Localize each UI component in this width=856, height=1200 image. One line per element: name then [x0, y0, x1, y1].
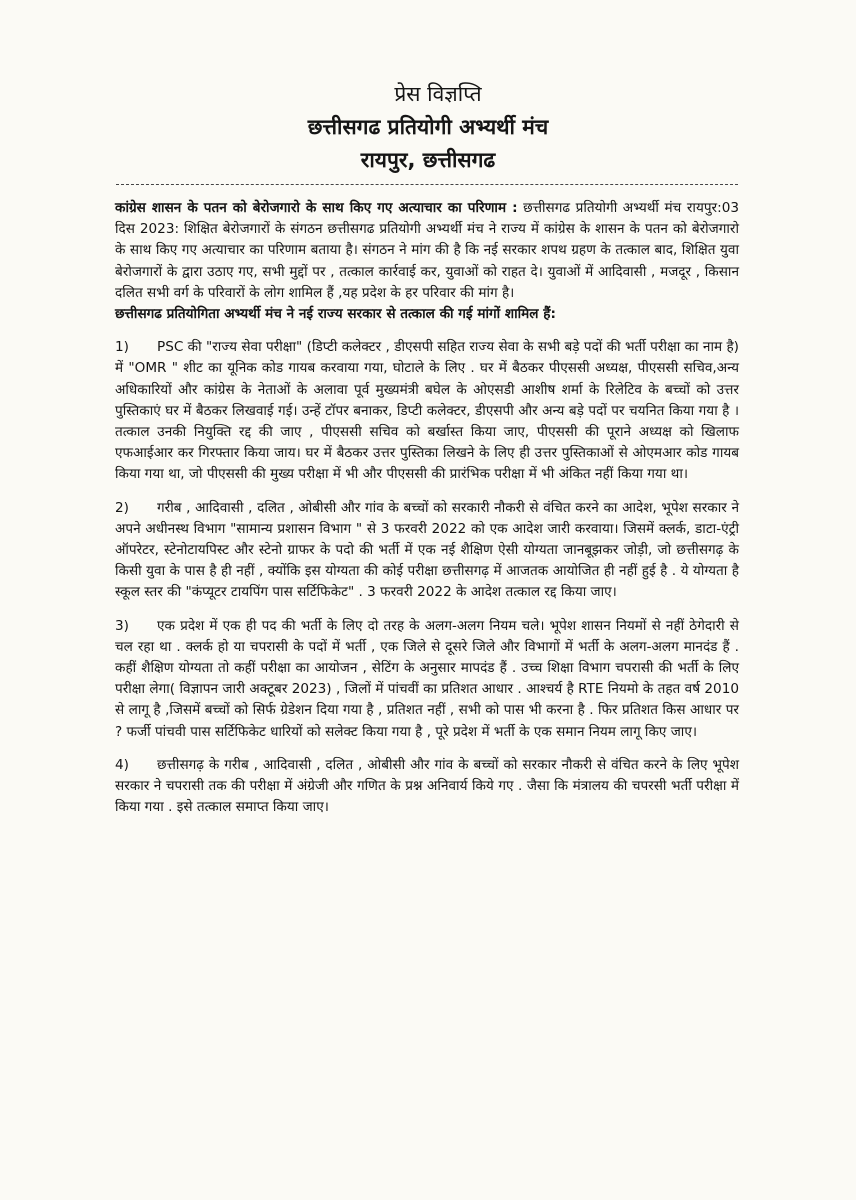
- demand-item-1: [115, 337, 739, 485]
- intro-paragraph: [115, 198, 739, 304]
- intro-heading: कांग्रेस शासन के पतन को बेरोजगारो के साथ किए गए अत्याचार का परिणाम :: [115, 200, 518, 216]
- header-divider: [116, 184, 738, 185]
- release-body: [115, 198, 739, 818]
- demand-number: 1): [115, 339, 129, 356]
- demand-text: PSC की "राज्य सेवा परीक्षा" (डिप्टी कलेक्टर , डीएसपी सहित राज्य सेवा के सभी बड़े पदों की भर्ती परीक्षा का नाम है) में "OMR " शीट का यूनिक कोड गायब करवाया गया, घोटाले के लिए . घर में बैठकर पीएससी अध्यक्ष, पीएससी सचिव,अन्य अधिकारियों और कांग्रेस के नेताओं के अलावा पूर्व मुख्यमंत्री बघेल के ओएसडी आशीष शर्मा के रिलेटिव के बच्चों को उत्तर पुस्तिकाएं घर में बैठकर लिखवाई गई। उन्हें टॉपर बनाकर, डिप्टी कलेक्टर, डीएसपी और अन्य बड़े पदों पर चयनित किया गया है ।तत्काल उनकी नियुक्ति रद्द की जाए , पीएससी सचिव को बर्खास्त किया जाए, पीएससी की पूराने अध्यक्ष को खिलाफ एफआईआर कर गिरफ्तार किया जाय। घर में बैठकर उत्तर पुस्तिका लिखने के लिए ही उत्तर पुस्तिकाओं से ओएमआर कोड गायब किया गया था, जो पीएससी की मुख्य परीक्षा में भी और पीएससी की प्रारंभिक परीक्षा में भी अंकित नहीं किया गया था।: [115, 339, 739, 483]
- demand-item-3: [115, 616, 739, 743]
- press-release-title: प्रेस विज्ञप्ति: [394, 82, 482, 106]
- demand-text: गरीब , आदिवासी , दलित , ओबीसी और गांव के बच्चों को सरकारी नौकरी से वंचित करने का आदेश, भूपेश सरकार ने अपने अधीनस्थ विभाग "सामान्य प्रशासन विभाग " से 3 फरवरी 2022 को एक आदेश जारी करवाया। जिसमें क्लर्क, डाटा-एंट्री ऑपरेटर, स्टेनोटायपिस्ट और स्टेनो ग्राफर के पदो की भर्ती में एक नई शैक्षिण ऐसी योग्यता जानबूझकर जोड़ी, जो छत्तीसगढ़ के किसी युवा के पास है ही नहीं , क्योंकि इस योग्यता की कोई परीक्षा छत्तीसगढ़ में आजतक आयोजित ही नहीं हुई है . ये योग्यता है स्कूल स्तर की "कंप्यूटर टायपिंग पास सर्टिफिकेट" . 3 फरवरी 2022 के आदेश तत्काल रद्द किया जाए।: [115, 499, 739, 601]
- demand-number: 4): [115, 756, 129, 773]
- demand-text: एक प्रदेश में एक ही पद की भर्ती के लिए दो तरह के अलग-अलग नियम चले। भूपेश शासन नियमों से नहीं ठेगेदारी से चल रहा था . क्लर्क हो या चपरासी के पदों में भर्ती , एक जिले से दूसरे जिले और विभागों में भर्ती के अलग-अलग मानदंड हैं . कहीं शैक्षिण योग्यता तो कहीं परीक्षा का आयोजन , सेटिंग के अनुसार मापदंड हैं . उच्च शिक्षा विभाग चपरासी की भर्ती के लिए परीक्षा लेगा( विज्ञापन जारी अक्टूबर 2023) , जिलों में पांचवीं का प्रतिशत आधार . आश्चर्य है RTE नियमो के तहत वर्ष 2010 से लागू है ,जिसमें बच्चों को सिर्फ ग्रेडेशन दिया गया है , प्रतिशत नहीं , सभी को पास भी करना है . फिर प्रतिशत किस आधार पर ? फर्जी पांचवी पास सर्टिफिकेट धारियों को सलेक्ट किया गया है , पूरे प्रदेश में भर्ती के एक समान नियम लागू किए जाए।: [115, 617, 739, 740]
- demands-heading: छत्तीसगढ प्रतियोगिता अभ्यर्थी मंच ने नई राज्य सरकार से तत्काल की गई मांगों शामिल हैं:: [115, 306, 556, 323]
- demand-text: छत्तीसगढ़ के गरीब , आदिवासी , दलित , ओबीसी और गांव के बच्चों को सरकार नौकरी से वंचित करने के लिए भूपेश सरकार ने चपरासी तक की परीक्षा में अंग्रेजी और गणित के प्रश्न अनिवार्य किये गए . जैसा कि मंत्रालय की चपरसी भर्ती परीक्षा में किया गया . इसे तत्काल समाप्त किया जाए।: [115, 756, 739, 816]
- location: रायपुर, छत्तीसगढ: [360, 148, 496, 172]
- demand-item-2: [115, 498, 739, 604]
- demand-item-4: [115, 755, 739, 819]
- organization-name: छत्तीसगढ प्रतियोगी अभ्यर्थी मंच: [307, 115, 549, 139]
- letterhead: [0, 78, 856, 177]
- intro-text: छत्तीसगढ प्रतियोगी अभ्यर्थी मंच रायपुर:03 दिस 2023: शिक्षित बेरोजगारों के संगठन छत्तीसगढ प्रतियोगी अभ्यर्थी मंच ने राज्य में कांग्रेस के शासन के पतन को बेरोजगारो के साथ किए गए अत्याचार का परिणाम बताया है। संगठन ने मांग की है कि नई सरकार शपथ ग्रहण के तत्काल बाद, शिक्षित युवा बेरोजगारों के द्वारा उठाए गए, सभी मुद्दों पर , तत्काल कार्रवाई कर, युवाओं को राहत दे। युवाओं में आदिवासी , मजदूर , किसान दलित सभी वर्ग के परिवारों के लोग शामिल हैं ,यह प्रदेश के हर परिवार की मांग है।: [115, 200, 739, 301]
- demand-number: 2): [115, 499, 129, 516]
- demand-number: 3): [115, 617, 129, 634]
